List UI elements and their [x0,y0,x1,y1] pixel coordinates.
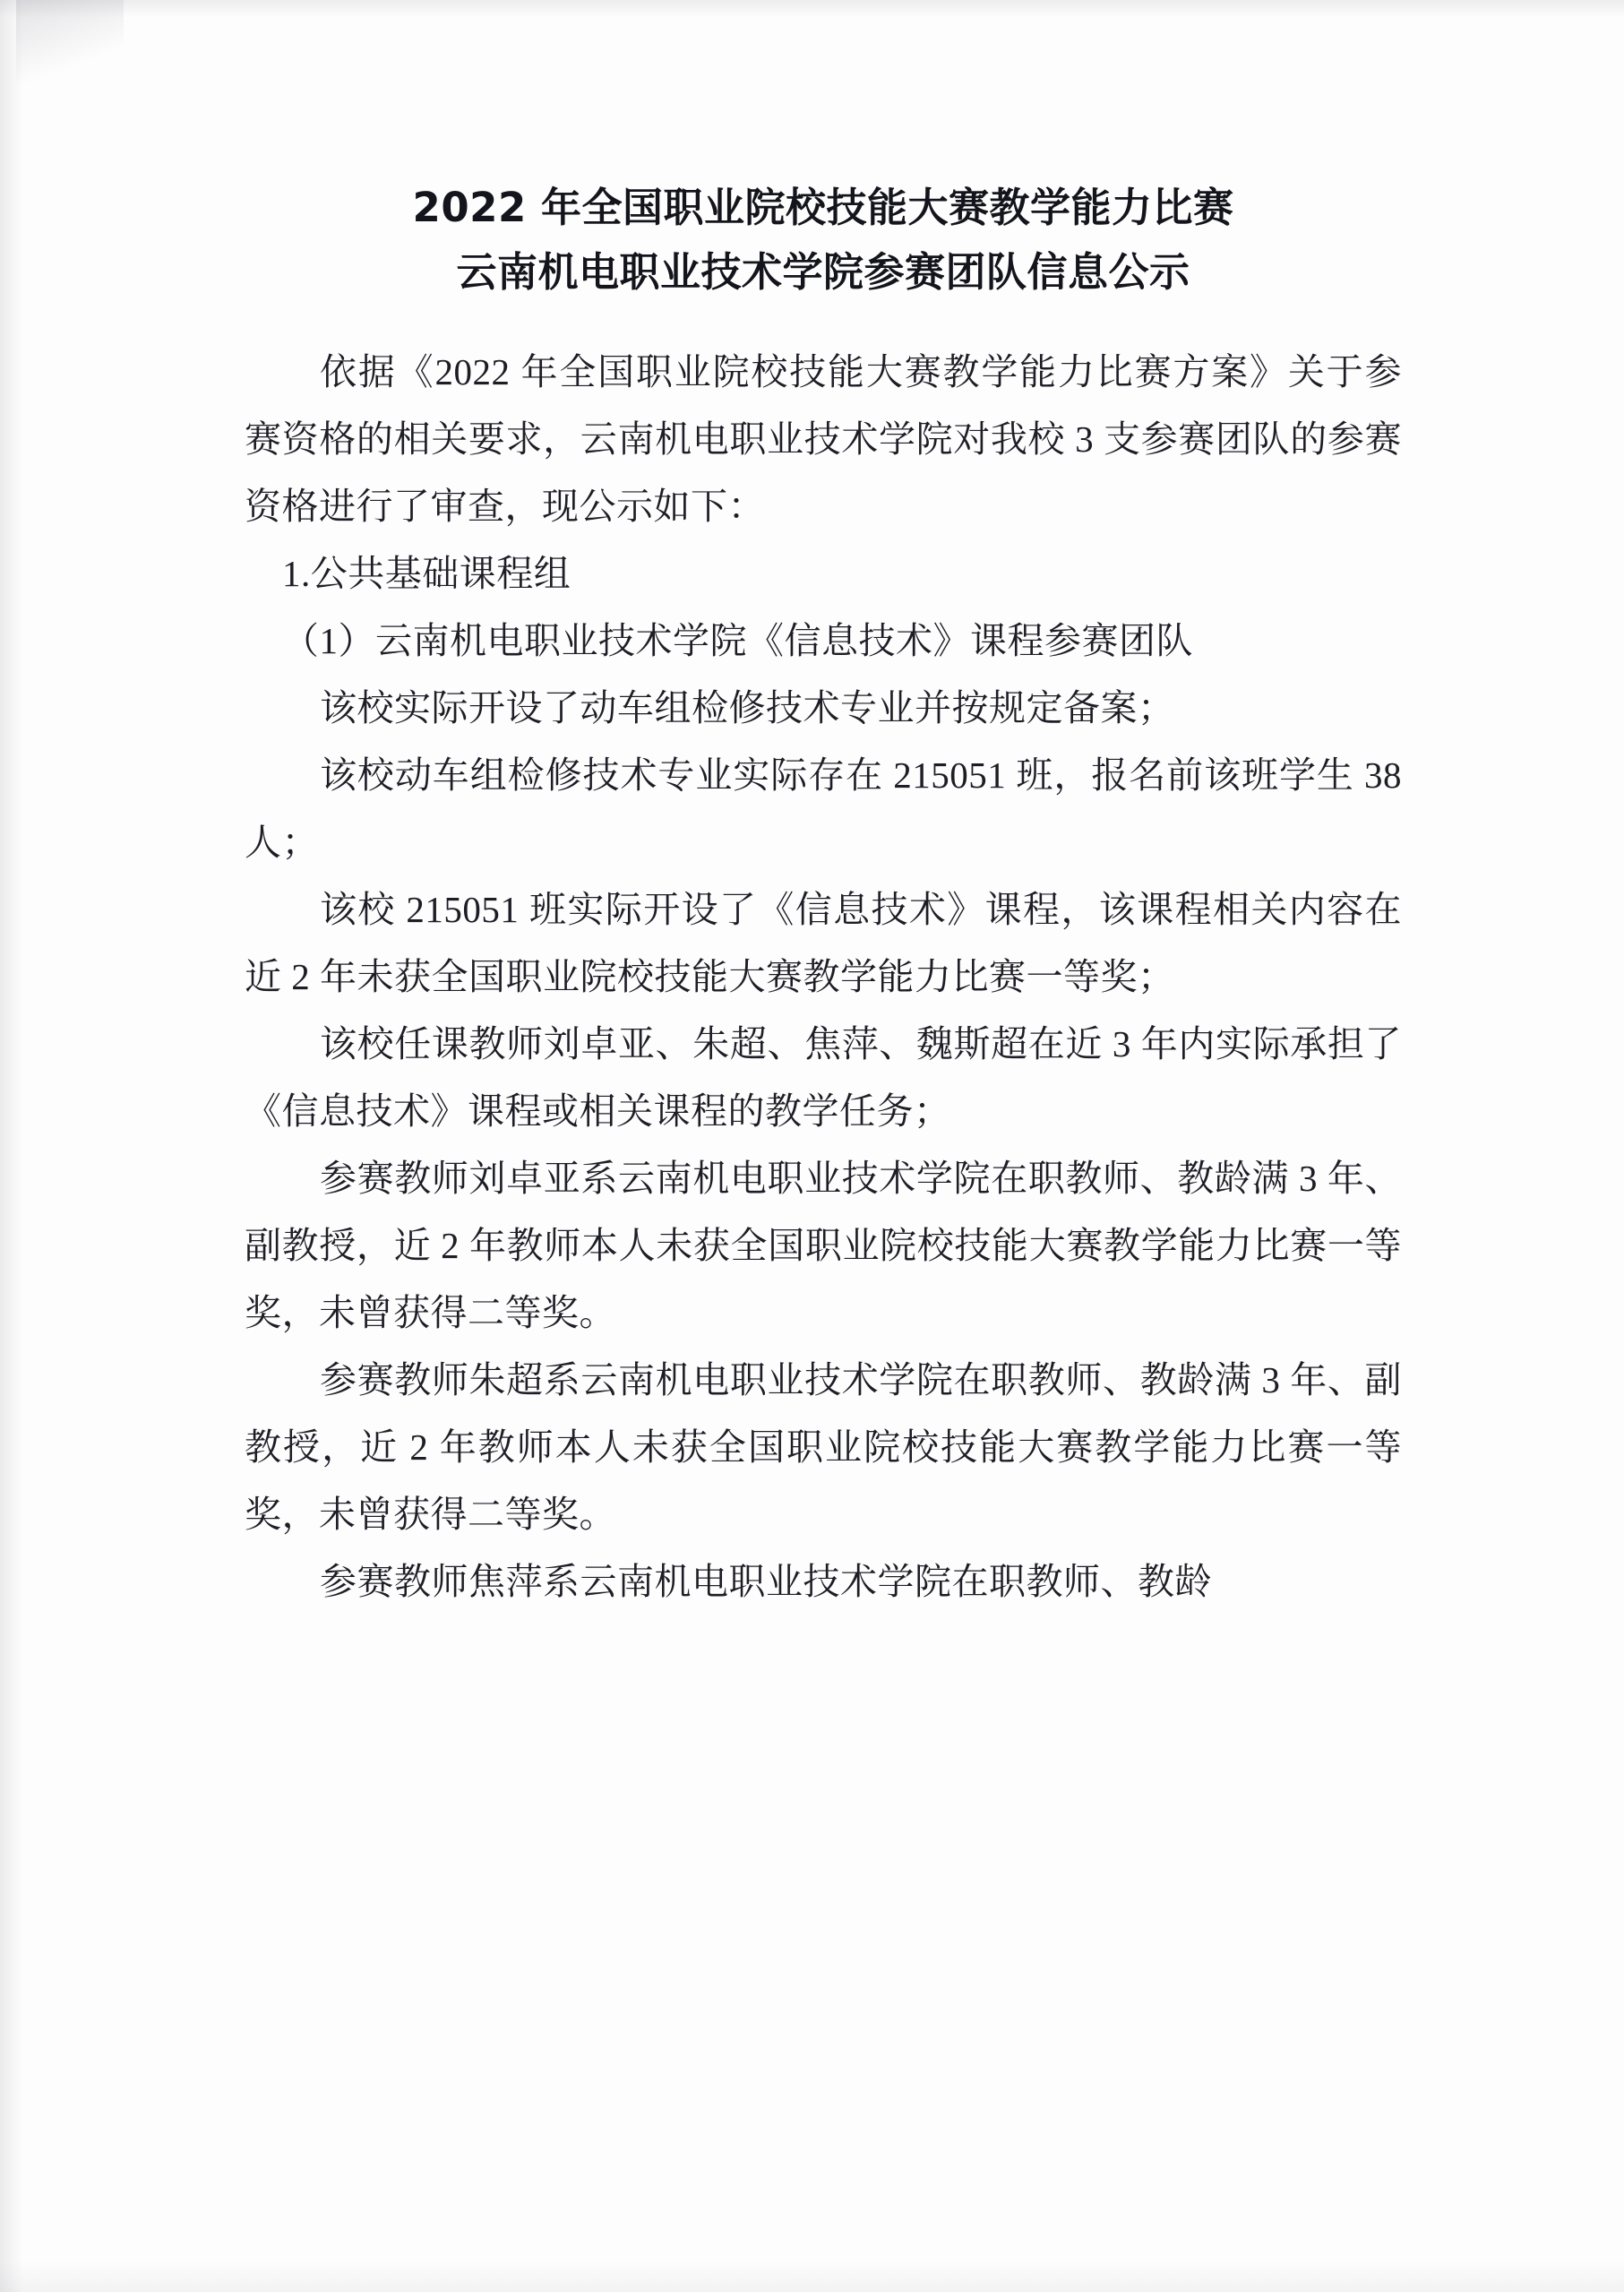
scan-edge-shadow-left [0,0,23,2292]
paragraph-class-enrollment: 该校动车组检修技术专业实际存在 215051 班，报名前该班学生 38 人； [245,754,1402,863]
paragraph-major-record: 该校实际开设了动车组检修技术专业并按规定备案； [320,687,1175,728]
scan-edge-shadow-top [0,0,1624,18]
paragraph-section-1-heading: 1.公共基础课程组 [282,553,571,594]
document-title [245,176,1402,305]
document-title-line-2: 云南机电职业技术学院参赛团队信息公示 [456,248,1190,296]
paragraph-teacher-jiaoping: 参赛教师焦萍系云南机电职业技术学院在职教师、教龄 [320,1561,1212,1602]
paragraph-teaching-staff: 该校任课教师刘卓亚、朱超、焦萍、魏斯超在近 3 年内实际承担了《信息技术》课程或相关课程的教学任务； [245,1023,1402,1132]
paragraph-item-1-heading: （1）云南机电职业技术学院《信息技术》课程参赛团队 [282,620,1193,661]
paragraph-teacher-zhuchao: 参赛教师朱超系云南机电职业技术学院在职教师、教龄满 3 年、副教授，近 2 年教师本人未获全国职业院校技能大赛教学能力比赛一等奖，未曾获得二等奖。 [245,1359,1402,1535]
document-title-line-1: 2022 年全国职业院校技能大赛教学能力比赛 [412,184,1234,231]
document-content [245,176,1402,1616]
paragraph-teacher-liuzhuoya: 参赛教师刘卓亚系云南机电职业技术学院在职教师、教龄满 3 年、副教授，近 2 年教师本人未获全国职业院校技能大赛教学能力比赛一等奖，未曾获得二等奖。 [245,1158,1402,1333]
paragraph-intro: 依据《2022 年全国职业院校技能大赛教学能力比赛方案》关于参赛资格的相关要求，云南机电职业技术学院对我校 3 支参赛团队的参赛资格进行了审查，现公示如下： [245,351,1402,527]
scan-edge-shadow-bottom [0,2262,1624,2292]
scan-corner-shadow [16,0,124,86]
paragraph-course-offering: 该校 215051 班实际开设了《信息技术》课程，该课程相关内容在近 2 年未获全国职业院校技能大赛教学能力比赛一等奖； [245,889,1402,997]
